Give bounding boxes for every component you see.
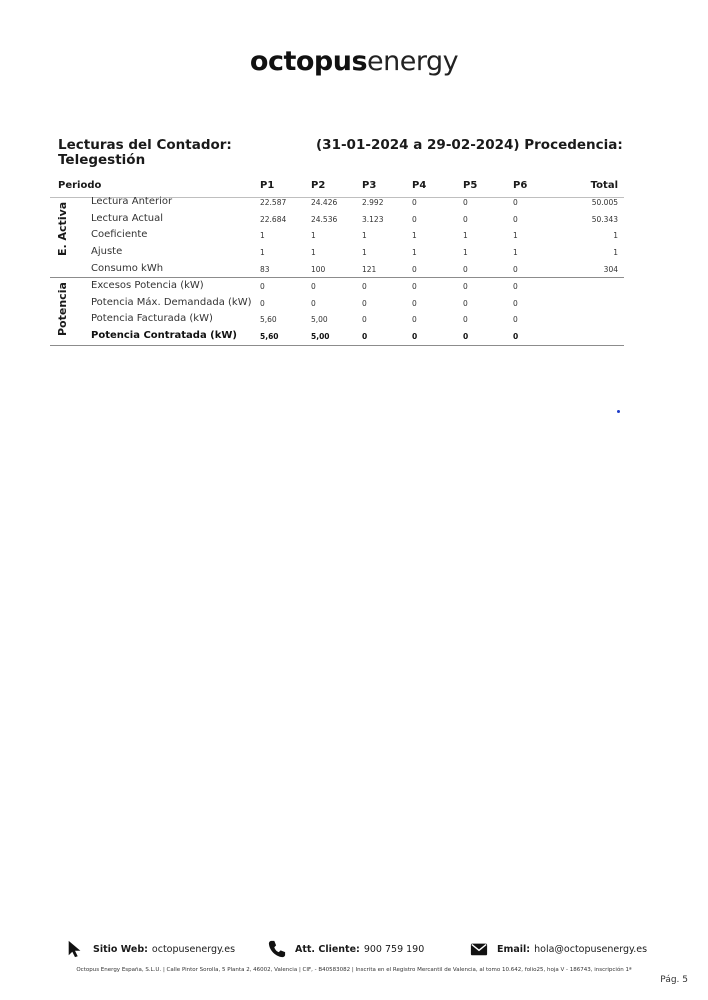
cell-p1: 1	[260, 231, 265, 241]
cell-total: 1	[613, 231, 618, 241]
table-row	[50, 194, 624, 211]
cell-p4: 0	[412, 214, 417, 224]
cursor-icon	[66, 940, 84, 958]
cell-p5: 1	[463, 231, 468, 241]
logo-light-text: energy	[367, 46, 459, 77]
cell-p5: 0	[463, 264, 468, 274]
cell-p4: 0	[412, 282, 417, 291]
cell-p3: 1	[362, 248, 367, 258]
cell-p2: 24.426	[311, 198, 338, 207]
cell-p2: 0	[311, 282, 316, 291]
table-row	[50, 311, 624, 328]
cell-p5: 0	[463, 298, 468, 308]
phone-icon	[268, 940, 286, 958]
cell-p2: 1	[311, 248, 316, 258]
heading-meter-readings: Lecturas del Contador: Telegestión	[58, 137, 232, 168]
row-name: Potencia Facturada (kW)	[91, 313, 213, 325]
cell-p3: 0	[362, 282, 367, 291]
table-row	[50, 244, 624, 261]
header-p5: P5	[463, 180, 478, 191]
cell-p5: 1	[463, 248, 468, 258]
cell-p3: 121	[362, 264, 377, 274]
power-label: Potencia	[56, 282, 69, 336]
row-name: Coeficiente	[91, 229, 148, 241]
cell-p5: 0	[463, 214, 468, 224]
cell-p6: 1	[513, 231, 518, 241]
cell-p2: 5,00	[311, 315, 328, 325]
footer-email-label: Email:	[497, 943, 531, 955]
row-name: Ajuste	[91, 246, 123, 258]
cell-p2: 24.536	[311, 214, 338, 224]
header-p3: P3	[362, 180, 377, 191]
header-total: Total	[590, 180, 618, 191]
footer-phone-value[interactable]: 900 759 190	[363, 943, 425, 955]
cell-p1: 1	[260, 248, 265, 258]
cell-p3: 2.992	[362, 198, 384, 207]
cell-p4: 0	[412, 198, 417, 207]
active-energy-group	[50, 194, 624, 278]
cell-p5: 0	[463, 332, 469, 342]
table-row	[50, 328, 624, 345]
cell-p6: 0	[513, 298, 518, 308]
row-name: Lectura Actual	[91, 212, 164, 224]
logo-bold-text: octopus	[249, 46, 368, 77]
cell-total: 50.005	[591, 198, 618, 207]
footer-website[interactable]	[66, 935, 235, 963]
cell-p1: 22.587	[260, 198, 287, 207]
table-row	[50, 261, 624, 278]
cell-p2: 1	[311, 231, 316, 241]
heading-period-source: (31-01-2024 a 29-02-2024) Procedencia:	[316, 137, 623, 153]
cell-p6: 1	[513, 248, 518, 258]
footer-email-value[interactable]: hola@octopusenergy.es	[534, 943, 648, 955]
envelope-icon	[470, 940, 488, 958]
header-p6: P6	[513, 180, 528, 191]
cell-p6: 0	[513, 198, 518, 207]
cell-p4: 1	[412, 248, 417, 258]
header-p1: P1	[260, 180, 275, 191]
cell-p1: 22.684	[260, 214, 287, 224]
cell-p1: 5,60	[260, 332, 279, 342]
cell-p3: 0	[362, 332, 368, 342]
footer-website-label: Sitio Web:	[93, 943, 148, 955]
page-number: Pág. 5	[660, 975, 688, 985]
row-name: Potencia Contratada (kW)	[91, 330, 237, 342]
cell-p4: 0	[412, 264, 417, 274]
row-name: Potencia Máx. Demandada (kW)	[91, 296, 252, 308]
cell-p1: 83	[260, 264, 270, 274]
octopus-energy-logo	[0, 46, 708, 77]
row-name: Lectura Anterior	[91, 196, 173, 207]
header-p4: P4	[412, 180, 427, 191]
row-name: Consumo kWh	[91, 262, 164, 274]
cell-p3: 3.123	[362, 214, 384, 224]
blue-dot-mark	[617, 410, 620, 413]
table-row	[50, 211, 624, 228]
cell-p5: 0	[463, 282, 468, 291]
cell-p3: 1	[362, 231, 367, 241]
footer-phone[interactable]	[268, 935, 424, 963]
cell-p6: 0	[513, 315, 518, 325]
row-name: Excesos Potencia (kW)	[91, 280, 204, 291]
header-p2: P2	[311, 180, 326, 191]
footer	[0, 935, 708, 965]
cell-p5: 0	[463, 198, 468, 207]
cell-p4: 0	[412, 315, 417, 325]
power-group	[50, 278, 624, 346]
cell-p5: 0	[463, 315, 468, 325]
legal-notice: Octopus Energy España, S.L.U. | Calle Pintor Sorolla, 5 Planta 2, 46002, Valencia | CIF, - B40583082 | Inscrita en el Registro Mercantil de Valencia, al tomo 10.642, folio25, hoja V - 186743, inscripción 1ª	[76, 967, 632, 973]
active-energy-label: E. Activa	[56, 201, 69, 256]
cell-total: 50.343	[591, 214, 618, 224]
header-periodo: Periodo	[58, 180, 102, 191]
cell-total: 1	[613, 248, 618, 258]
cell-p3: 0	[362, 298, 367, 308]
cell-p4: 0	[412, 332, 418, 342]
footer-phone-label: Att. Cliente:	[295, 943, 360, 955]
cell-p3: 0	[362, 315, 367, 325]
cell-total: 304	[603, 264, 618, 274]
cell-p2: 0	[311, 298, 316, 308]
cell-p2: 100	[311, 264, 326, 274]
cell-p1: 0	[260, 298, 265, 308]
cell-p1: 0	[260, 282, 265, 291]
footer-website-value[interactable]: octopusenergy.es	[151, 943, 236, 955]
cell-p6: 0	[513, 214, 518, 224]
cell-p6: 0	[513, 264, 518, 274]
cell-p4: 1	[412, 231, 417, 241]
table-row	[50, 278, 624, 295]
cell-p2: 5,00	[311, 332, 330, 342]
cell-p6: 0	[513, 282, 518, 291]
table-row	[50, 295, 624, 312]
footer-email[interactable]	[470, 935, 647, 963]
cell-p1: 5,60	[260, 315, 277, 325]
cell-p4: 0	[412, 298, 417, 308]
cell-p6: 0	[513, 332, 519, 342]
table-row	[50, 227, 624, 244]
